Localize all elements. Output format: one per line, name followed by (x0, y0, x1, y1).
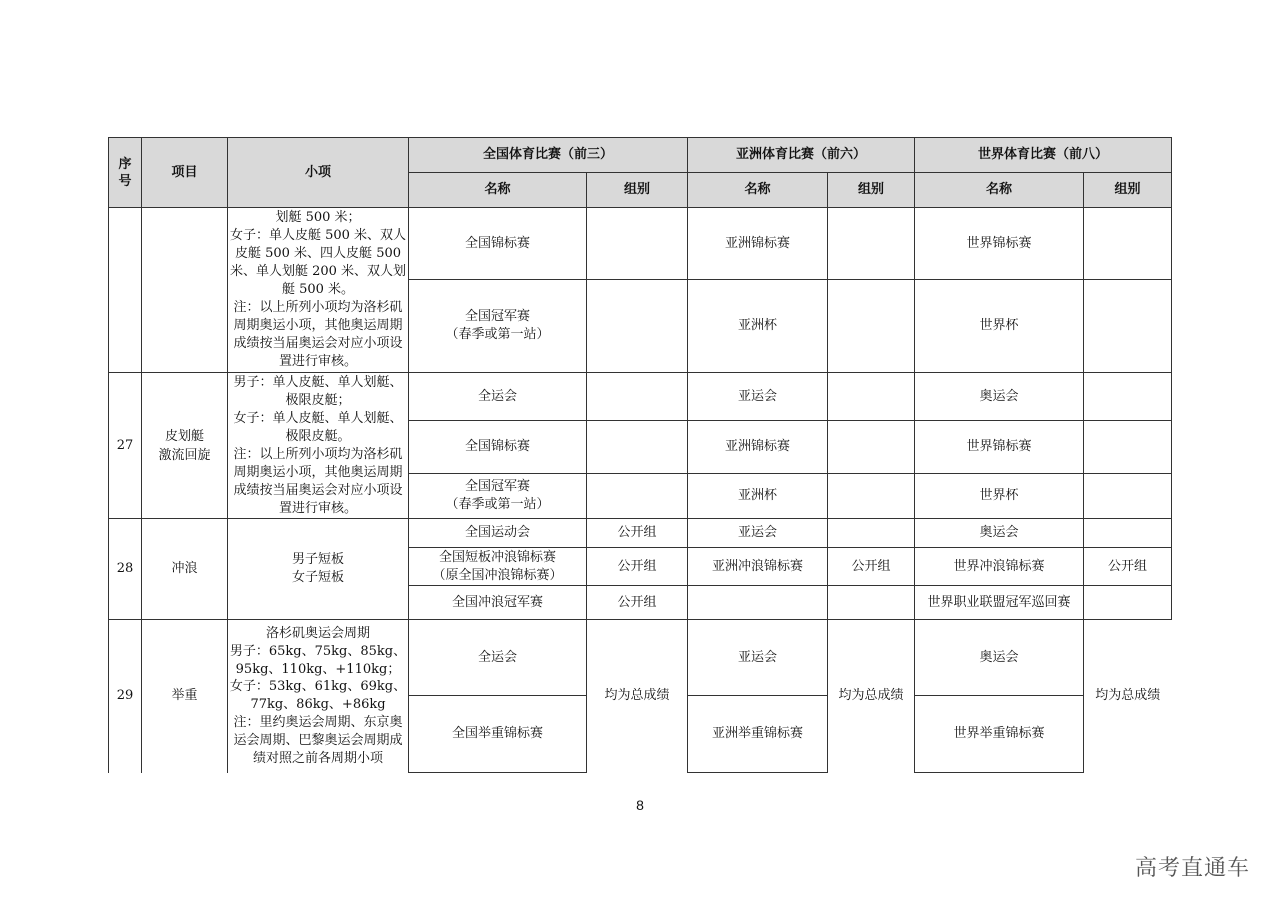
header-item: 项目 (142, 138, 228, 208)
r27-item: 皮划艇 激流回旋 (142, 373, 228, 519)
r27-national-group-3 (587, 474, 688, 519)
header-asian-name: 名称 (688, 173, 828, 208)
r29-world-group: 均为总成绩 (1084, 620, 1172, 773)
r27-asian-2: 亚洲锦标赛 (688, 421, 828, 474)
r28-national-3: 全国冲浪冠军赛 (409, 586, 587, 620)
r27-national-2: 全国锦标赛 (409, 421, 587, 474)
r27a-asian-group-1 (828, 208, 915, 280)
r27-world-group-2 (1084, 421, 1172, 474)
r28-national-1: 全国运动会 (409, 519, 587, 548)
r28-asian-group-3 (828, 586, 915, 620)
r28-asian-group-1 (828, 519, 915, 548)
r27-national-group-1 (587, 373, 688, 421)
r28-world-3: 世界职业联盟冠军巡回赛 (915, 586, 1084, 620)
r27-asian-group-1 (828, 373, 915, 421)
r29-asian-group: 均为总成绩 (828, 620, 915, 773)
watermark: 高考直通车 (1134, 856, 1250, 881)
r29-world-1: 奥运会 (915, 620, 1084, 696)
r27-national-1: 全运会 (409, 373, 587, 421)
r28-asian-2: 亚洲冲浪锦标赛 (688, 548, 828, 586)
r28-subitems: 男子短板 女子短板 (228, 519, 409, 620)
r28-world-1: 奥运会 (915, 519, 1084, 548)
r28-world-group-3 (1084, 586, 1172, 620)
r27-asian-3: 亚洲杯 (688, 474, 828, 519)
r28-seq: 28 (109, 519, 142, 620)
r28-national-group-1: 公开组 (587, 519, 688, 548)
r29-asian-1: 亚运会 (688, 620, 828, 696)
r29-subitems: 洛杉矶奥运会周期 男子：65kg、75kg、85kg、95kg、110kg、+110kg； 女子：53kg、61kg、69kg、77kg、86kg、+86kg 注：里约奥运会周期、东京奥运会周期、巴黎奥运会周期成绩对照之前各周期小项 (228, 620, 409, 773)
r28-national-group-3: 公开组 (587, 586, 688, 620)
r27a-asian-2: 亚洲杯 (688, 280, 828, 373)
r27-asian-group-3 (828, 474, 915, 519)
header-asian: 亚洲体育比赛（前六） (688, 138, 915, 173)
r27-national-group-2 (587, 421, 688, 474)
r27a-world-group-2 (1084, 280, 1172, 373)
header-national: 全国体育比赛（前三） (409, 138, 688, 173)
r29-national-2: 全国举重锦标赛 (409, 696, 587, 773)
r29-world-2: 世界举重锦标赛 (915, 696, 1084, 773)
r27a-world-2: 世界杯 (915, 280, 1084, 373)
r28-asian-3 (688, 586, 828, 620)
r27a-seq (109, 208, 142, 373)
r27a-national-1: 全国锦标赛 (409, 208, 587, 280)
header-seq: 序 号 (109, 138, 142, 208)
r28-world-group-2: 公开组 (1084, 548, 1172, 586)
r27a-national-2: 全国冠军赛 （春季或第一站） (409, 280, 587, 373)
r29-national-group: 均为总成绩 (587, 620, 688, 773)
r27-world-group-1 (1084, 373, 1172, 421)
r28-national-2: 全国短板冲浪锦标赛 （原全国冲浪锦标赛） (409, 548, 587, 586)
r28-item: 冲浪 (142, 519, 228, 620)
r27-world-1: 奥运会 (915, 373, 1084, 421)
r27-world-group-3 (1084, 474, 1172, 519)
header-subitem: 小项 (228, 138, 409, 208)
r27-asian-group-2 (828, 421, 915, 474)
r27-subitems: 男子：单人皮艇、单人划艇、极限皮艇； 女子：单人皮艇、单人划艇、极限皮艇。 注：以上所列小项均为洛杉矶周期奥运小项，其他奥运周期成绩按当届奥运会对应小项设置进行审核。 (228, 373, 409, 519)
r27a-national-group-2 (587, 280, 688, 373)
r27a-world-1: 世界锦标赛 (915, 208, 1084, 280)
r27a-world-group-1 (1084, 208, 1172, 280)
r27-national-3: 全国冠军赛 （春季或第一站） (409, 474, 587, 519)
r27-world-3: 世界杯 (915, 474, 1084, 519)
r28-asian-group-2: 公开组 (828, 548, 915, 586)
r29-national-1: 全运会 (409, 620, 587, 696)
r29-seq: 29 (109, 620, 142, 773)
r27a-asian-group-2 (828, 280, 915, 373)
r29-asian-2: 亚洲举重锦标赛 (688, 696, 828, 773)
r27a-item (142, 208, 228, 373)
r27-world-2: 世界锦标赛 (915, 421, 1084, 474)
header-national-name: 名称 (409, 173, 587, 208)
header-world-group: 组别 (1084, 173, 1172, 208)
r27-asian-1: 亚运会 (688, 373, 828, 421)
r28-world-group-1 (1084, 519, 1172, 548)
page-number: 8 (636, 797, 644, 813)
header-asian-group: 组别 (828, 173, 915, 208)
r28-world-2: 世界冲浪锦标赛 (915, 548, 1084, 586)
r28-asian-1: 亚运会 (688, 519, 828, 548)
r27a-subitems: 划艇 500 米； 女子：单人皮艇 500 米、双人皮艇 500 米、四人皮艇 500 米、单人划艇 200 米、双人划艇 500 米。 注：以上所列小项均为洛杉矶周期奥运小项，其他奥运周期成绩按当届奥运会对应小项设置进行审核。 (228, 208, 409, 373)
header-world: 世界体育比赛（前八） (915, 138, 1172, 173)
r27a-national-group-1 (587, 208, 688, 280)
qualification-table (108, 137, 1172, 773)
r27-seq: 27 (109, 373, 142, 519)
header-world-name: 名称 (915, 173, 1084, 208)
header-national-group: 组别 (587, 173, 688, 208)
r28-national-group-2: 公开组 (587, 548, 688, 586)
r27a-asian-1: 亚洲锦标赛 (688, 208, 828, 280)
r29-item: 举重 (142, 620, 228, 773)
